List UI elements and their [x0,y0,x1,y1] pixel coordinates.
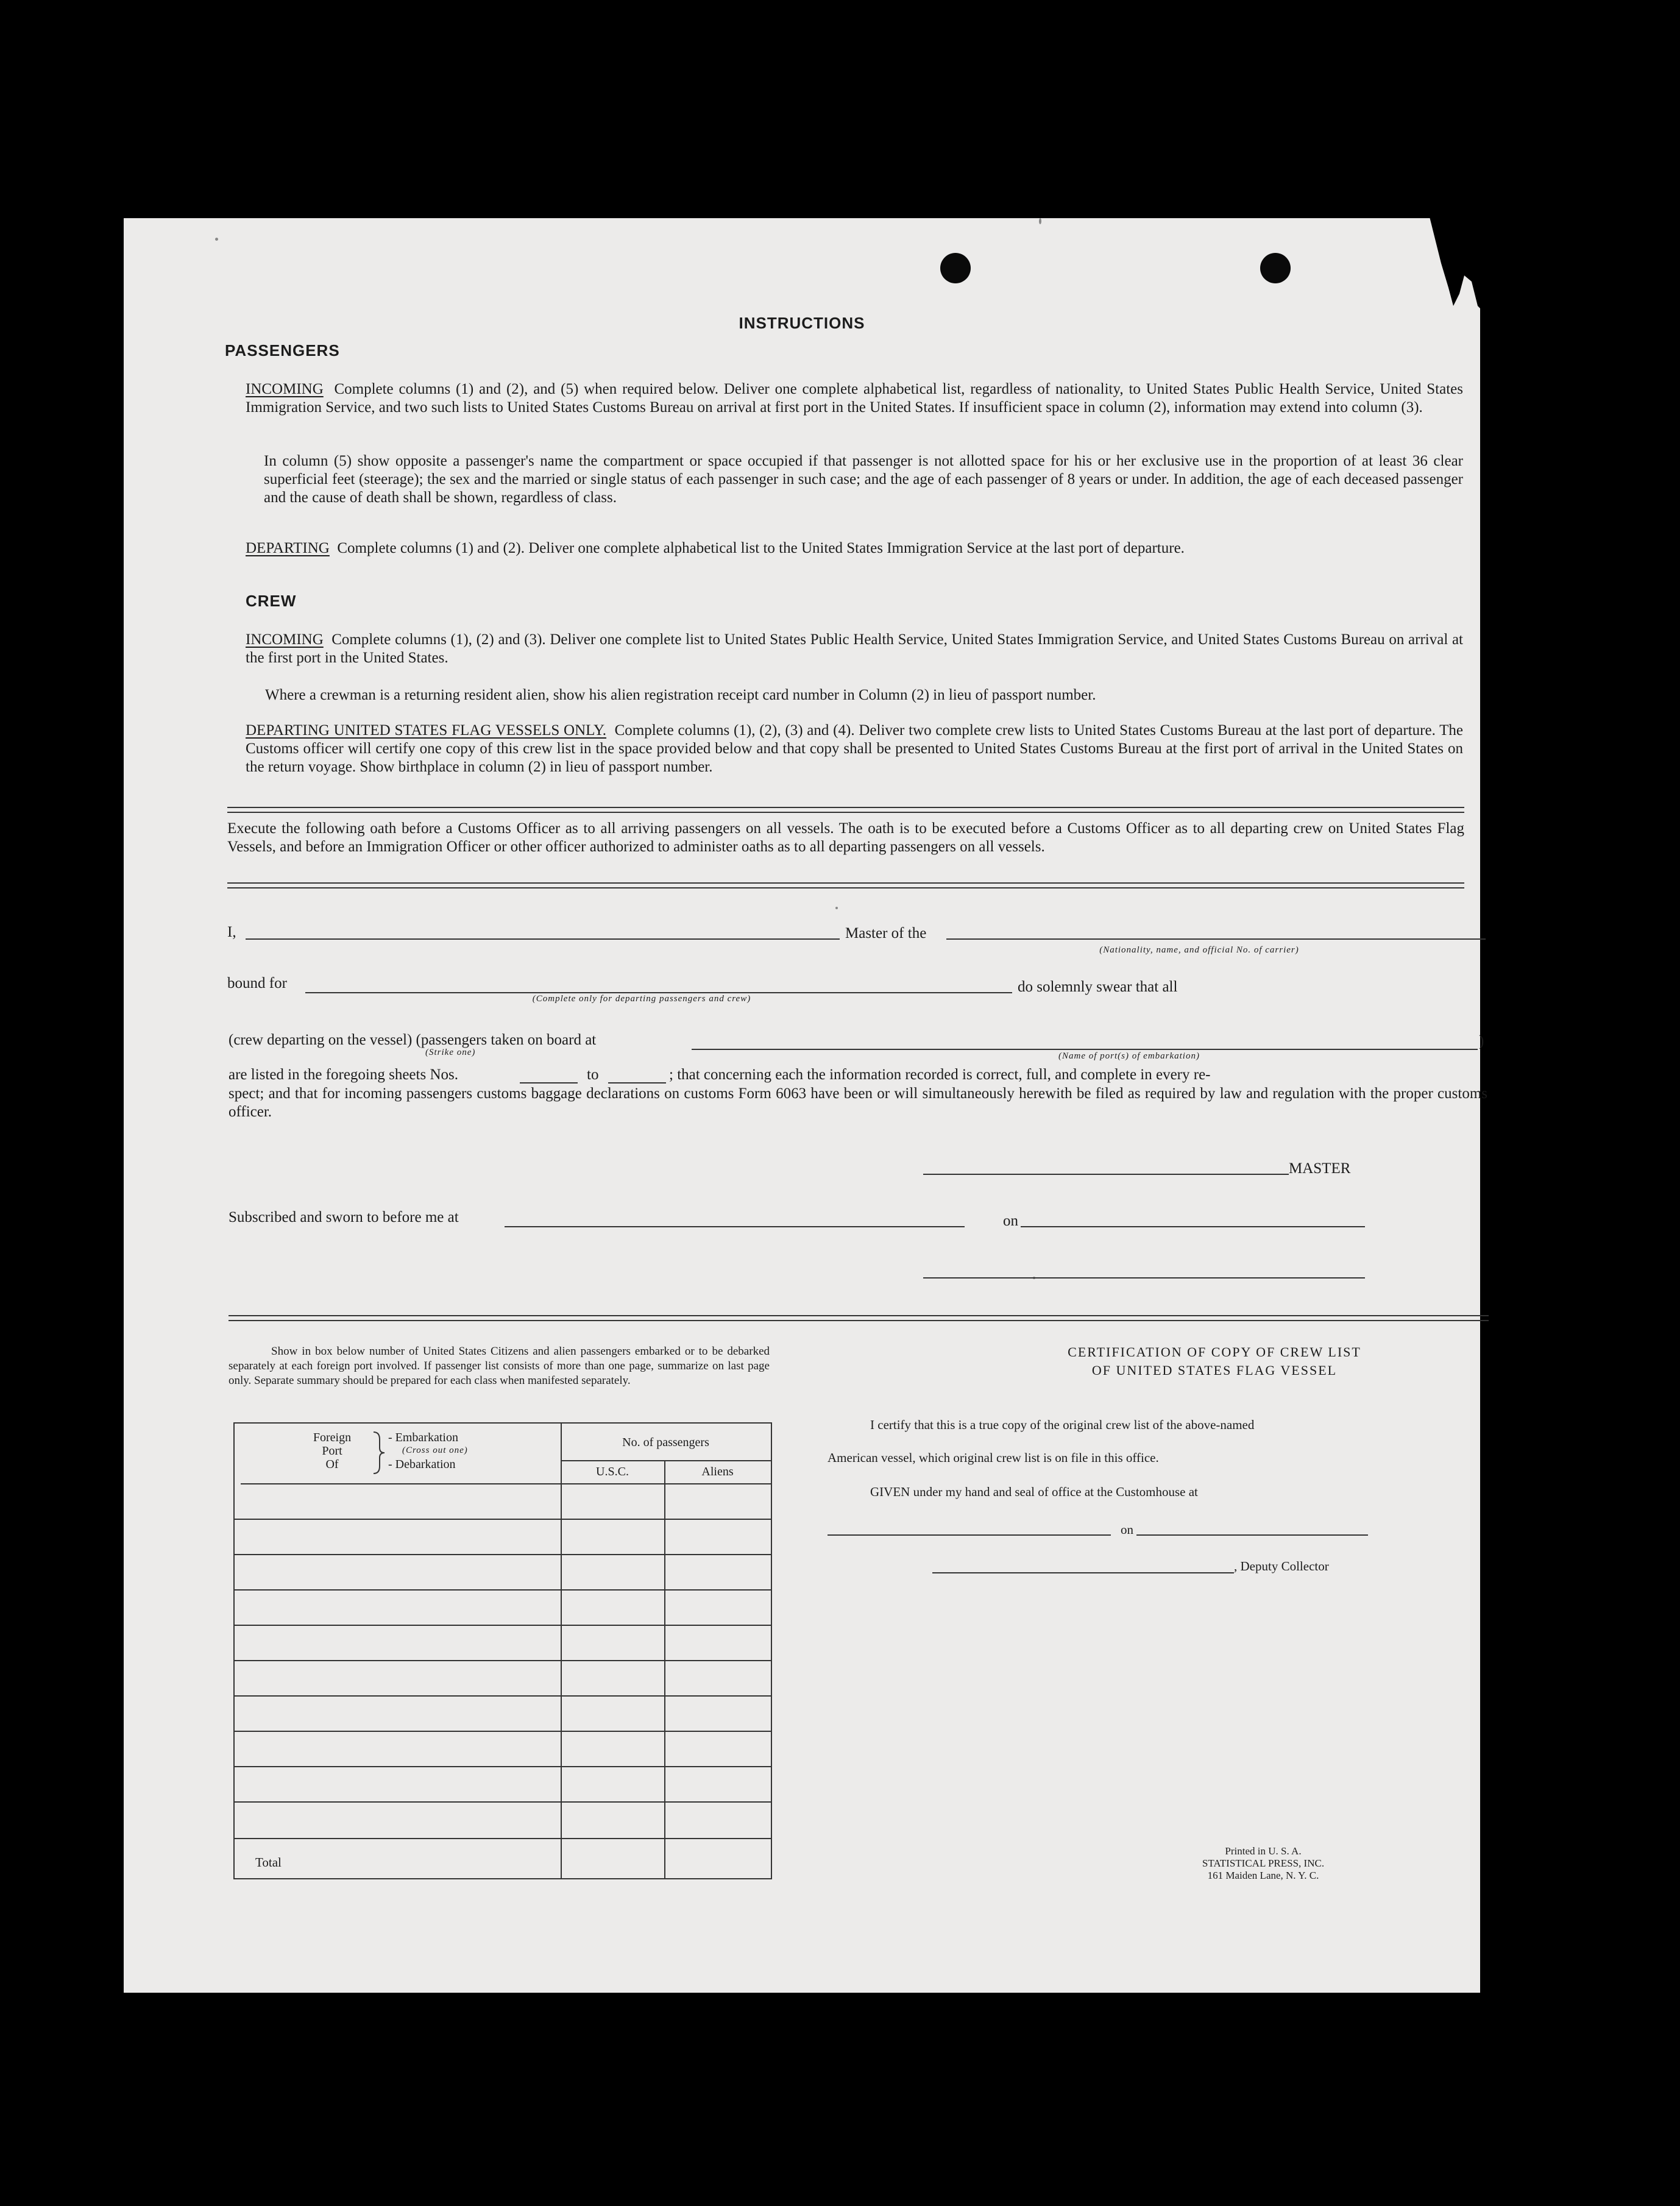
printer-info [1160,1845,1367,1882]
master-of-label: Master of the [845,925,927,942]
foreign-port-label [292,1431,372,1471]
sheet-to-field[interactable] [608,1082,666,1083]
bound-for-field[interactable] [305,992,1012,993]
strike-one-note: (Strike one) [425,1048,476,1057]
passenger-summary-table [233,1422,772,1879]
subscribed-label: Subscribed and sworn to before me at [229,1209,459,1225]
page-title: INSTRUCTIONS [739,314,865,332]
close-paren: ) [1479,1033,1484,1049]
certification-title-line2: OF UNITED STATES FLAG VESSEL [1091,1363,1338,1378]
embarkation-note: (Name of port(s) of embarkation) [1058,1051,1200,1061]
certify-text-a: I certify that this is a true copy of the original crew list of the above-named [870,1417,1255,1432]
speck [215,238,218,241]
bound-for-label: bound for [227,975,287,991]
swear-label: do solemnly swear that all [1018,979,1178,995]
listed-text-c: spect; and that for incoming passengers customs baggage declarations on customs Form 6063 have been or will simultaneously herewith be filed as required by law and regulation with the proper customs officer. [229,1085,1487,1120]
summary-instruction: Show in box below number of United States Citizens and alien passengers embarked or to be debarked separately at each foreign port involved. If passenger list consists of more than one page, summarize on last page only. Separate summary should be prepared for each class when manifested separately. [229,1345,770,1387]
certify-text-b: American vessel, which original crew list is on file in this office. [828,1450,1159,1465]
crew-incoming-paragraph [246,631,1463,667]
master-label: MASTER [1289,1160,1351,1177]
no-of-passengers-header: No. of passengers [622,1436,709,1449]
column-divider [664,1460,665,1878]
cert-date-field[interactable] [1136,1534,1368,1536]
table-row[interactable] [235,1625,771,1626]
cert-on-label: on [1121,1522,1133,1537]
carrier-note: (Nationality, name, and official No. of carrier) [1099,945,1299,955]
passengers-column5-paragraph: In column (5) show opposite a passenger's name the compartment or space occupied if that passenger is not allotted space for his or her exclusive use in the proportion of at least 36 clear superficial feet (steerage); the sex and the married or single status of each passenger in such case; and the age of each passenger of 8 years or under. In addition, the age of each deceased passenger and the cause of death shall be shown, regardless of class. [264,453,1463,506]
listed-to-label: to [587,1066,599,1083]
crew-incoming-label: INCOMING [246,631,324,648]
speck [1039,218,1041,224]
oath-instruction: Execute the following oath before a Customs Officer as to all arriving passengers on all vessels. The oath is to be executed before a Customs Officer as to all departing crew on United States Flag Vessels, and before an Immigration Officer or other officer authorized to administer oaths as to all departing passengers on all vessels. [227,820,1464,855]
table-row[interactable] [235,1519,771,1520]
total-label: Total [255,1855,282,1870]
foreign-port-line: Of [325,1458,339,1471]
sworn-date-field[interactable] [1021,1226,1365,1227]
passengers-departing-label: DEPARTING [246,540,330,556]
crew-departing-paragraph [246,722,1463,776]
printer-line2: STATISTICAL PRESS, INC. [1202,1857,1325,1869]
crew-resident-paragraph: Where a crewman is a returning resident alien, show his alien registration receipt card number in Column (2) in lieu of passport number. [265,687,1096,703]
carrier-field[interactable] [946,938,1486,940]
crew-departing-text: Complete columns (1), (2), (3) and (4). Deliver two complete crew lists to United States Customs Bureau at the last port of departure. The Customs officer will certify one copy of this crew list in the space provided below and that copy shall be presented to United States Customs Bureau at the first port of arrival in the United States on the return voyage. Show birthplace in column (2) in lieu of passport number. [246,722,1464,775]
table-row[interactable] [235,1589,771,1591]
customhouse-field[interactable] [828,1534,1111,1536]
foreign-port-line: Port [322,1444,342,1458]
embarkation-field[interactable] [692,1049,1478,1050]
table-row[interactable] [235,1660,771,1661]
divider [227,807,1464,813]
listed-text-b: ; that concerning each the information recorded is correct, full, and complete in every re- [669,1066,1211,1083]
header-divider [561,1460,771,1461]
aliens-header: Aliens [701,1465,734,1478]
crew-heading: CREW [246,592,297,610]
table-row[interactable] [235,1838,771,1839]
certification-title [898,1343,1531,1380]
departing-note: (Complete only for departing passengers and crew) [532,994,751,1004]
table-row[interactable] [235,1731,771,1732]
passengers-incoming-label: INCOMING [246,381,324,397]
master-name-field[interactable] [246,938,840,940]
cross-out-note: (Cross out one) [402,1445,468,1455]
debarkation-label: - Debarkation [388,1458,456,1471]
passengers-incoming-text: Complete columns (1) and (2), and (5) when required below. Deliver one complete alphabetical list, regardless of nationality, to United States Public Health Service, United States Immigration Service, and two such lists to United States Customs Bureau on arrival at first port in the United States. If insufficient space in column (2), information may extend into column (3). [246,381,1463,416]
usc-header: U.S.C. [596,1465,629,1478]
crew-incoming-text: Complete columns (1), (2) and (3). Deliver one complete list to United States Public Health Service, United States Immigration Service, and United States Customs Bureau on arrival at the first port in the United States. [246,631,1464,666]
sheet-from-field[interactable] [520,1082,578,1083]
embarkation-label: - Embarkation [388,1431,458,1444]
column-divider [561,1424,562,1878]
printer-line1: Printed in U. S. A. [1225,1845,1302,1857]
oath-i-label: I, [227,924,236,940]
foreign-port-line: Foreign [313,1431,352,1444]
officer-signature-field[interactable] [923,1277,1365,1279]
certification-title-line1: CERTIFICATION OF COPY OF CREW LIST [1068,1344,1361,1360]
table-row[interactable] [235,1766,771,1767]
table-row[interactable] [235,1695,771,1697]
passengers-heading: PASSENGERS [225,341,340,360]
given-text: GIVEN under my hand and seal of office at the Customhouse at [870,1484,1198,1499]
table-row[interactable] [235,1554,771,1555]
master-signature-field[interactable] [923,1174,1289,1175]
torn-corner [1411,215,1484,312]
sworn-place-field[interactable] [505,1226,965,1227]
form-page [124,218,1487,1993]
punch-hole-right [1260,253,1291,283]
brace-icon [371,1431,386,1475]
crew-departing-label: DEPARTING UNITED STATES FLAG VESSELS ONLY. [246,722,607,739]
deputy-collector-signature-field[interactable] [932,1572,1234,1573]
passengers-departing-text: Complete columns (1) and (2). Deliver one complete alphabetical list to the United States Immigration Service at the last port of departure. [337,540,1185,556]
speck [835,907,838,909]
punch-hole-left [940,253,971,283]
deputy-collector-label: , Deputy Collector [1234,1559,1329,1573]
passengers-departing-paragraph [246,539,1463,558]
divider [227,882,1464,888]
printer-line3: 161 Maiden Lane, N. Y. C. [1207,1870,1319,1881]
sworn-on-label: on [1003,1213,1018,1229]
passengers-incoming-paragraph [246,380,1463,417]
table-row[interactable] [235,1801,771,1803]
crew-departing-label: (crew departing on the vessel) (passengers taken on board at [229,1032,597,1048]
table-row[interactable] [241,1483,771,1484]
divider [229,1315,1489,1321]
listed-text-a: are listed in the foregoing sheets Nos. [229,1066,458,1083]
